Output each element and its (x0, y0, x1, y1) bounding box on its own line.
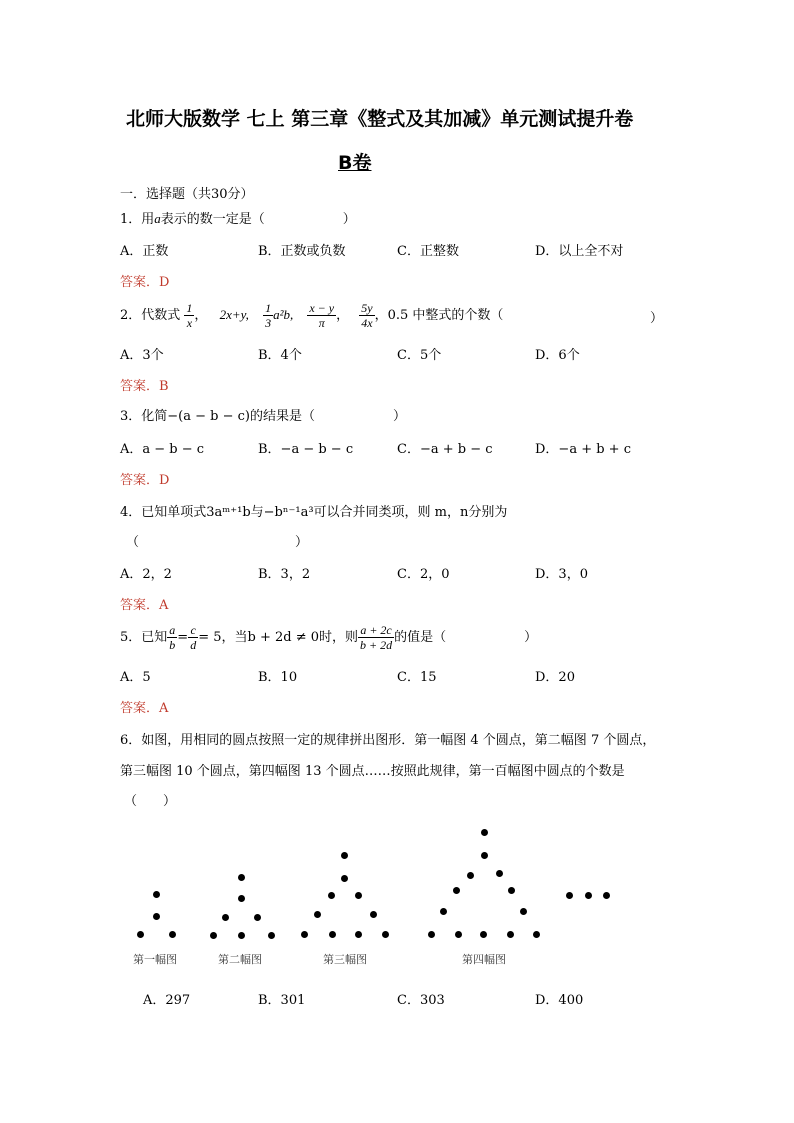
dot (137, 931, 144, 938)
dot (370, 911, 377, 918)
dot (222, 914, 229, 921)
ellipsis-dot (603, 892, 610, 899)
q4-option-d[interactable]: D．3，0 (535, 567, 588, 582)
question-1: 1．用a表示的数一定是（ ） (120, 211, 356, 227)
dot (238, 932, 245, 939)
question-4: 4．已知单项式3aᵐ⁺¹b与−bⁿ⁻¹a³可以合并同类项，则 m，n分别为 (120, 505, 508, 520)
dot (314, 911, 321, 918)
dot (520, 908, 527, 915)
q3-answer: 答案．D (120, 473, 170, 488)
section-heading: 一．选择题（共30分） (120, 187, 254, 202)
q6-option-b[interactable]: B．301 (258, 993, 306, 1008)
q4-option-b[interactable]: B．3，2 (258, 567, 311, 582)
figure-label-2: 第二幅图 (218, 953, 262, 966)
dot (254, 914, 261, 921)
dot (382, 931, 389, 938)
q4-answer: 答案．A (120, 598, 169, 613)
q4-option-c[interactable]: C．2，0 (397, 567, 450, 582)
page-subtitle: B卷 (338, 152, 372, 174)
dot (455, 931, 462, 938)
question-5: 5．已知 $\frac{a}{b}$ = $\frac{c}{d}$ = 5，当b + 2d ≠ 0时，则 $\frac{a + 2c}{b + 2d}$ 的值是（ ） (120, 623, 538, 652)
dot (238, 895, 245, 902)
question-6-line-1: 6．如图，用相同的圆点按照一定的规律拼出图形．第一幅图 4 个圆点，第二幅图 7 个圆点， (120, 733, 656, 748)
dot (481, 829, 488, 836)
dot (508, 887, 515, 894)
question-6-line-3: （ ） (124, 794, 177, 809)
dot (533, 931, 540, 938)
q2-option-b[interactable]: B．4个 (258, 348, 302, 363)
fraction-1-over-x: $\frac{1}{x}$ (186, 301, 193, 330)
q2-answer: 答案．B (120, 379, 169, 394)
question-3: 3．化简−(a − b − c)的结果是（ ） (120, 409, 406, 424)
q4-answer-blank: （ ） (126, 535, 309, 550)
q1-option-a[interactable]: A．正数 (120, 244, 169, 259)
q2-option-a[interactable]: A．3个 (120, 348, 164, 363)
dot (210, 932, 217, 939)
q5-answer: 答案．A (120, 701, 169, 716)
figure-label-4: 第四幅图 (462, 953, 506, 966)
dot (169, 931, 176, 938)
q5-option-a[interactable]: A．5 (120, 670, 151, 685)
q1-option-b[interactable]: B．正数或负数 (258, 244, 346, 259)
q3-option-b[interactable]: B．−a − b − c (258, 442, 354, 457)
fraction-x-minus-y-over-pi: $\frac{x - y}{\pi}$ (309, 301, 335, 330)
q2-option-d[interactable]: D．6个 (535, 348, 580, 363)
dot (238, 874, 245, 881)
q5-option-b[interactable]: B．10 (258, 670, 298, 685)
dot (355, 892, 362, 899)
dot (480, 931, 487, 938)
dot (328, 892, 335, 899)
fraction-5y-over-4x: $\frac{5y}{4x}$ (361, 301, 373, 330)
dot (453, 887, 460, 894)
fraction-a-over-b: $\frac{a}{b}$ (169, 623, 176, 652)
dot (268, 932, 275, 939)
figure-label-1: 第一幅图 (133, 953, 177, 966)
q4-option-a[interactable]: A．2，2 (120, 567, 172, 582)
q1-answer: 答案．D (120, 275, 170, 290)
ellipsis-dot (585, 892, 592, 899)
fraction-a2c-over-b2d: $\frac{a + 2c}{b + 2d}$ (359, 623, 393, 652)
q3-option-a[interactable]: A．a − b − c (120, 442, 205, 457)
q6-option-a[interactable]: A．297 (143, 993, 191, 1008)
q2-close-paren: ） (650, 311, 664, 326)
dot (481, 852, 488, 859)
question-6-line-2: 第三幅图 10 个圆点，第四幅图 13 个圆点……按照此规律，第一百幅图中圆点的个数是 (120, 764, 625, 779)
dot (153, 891, 160, 898)
fraction-c-over-d: $\frac{c}{d}$ (190, 623, 197, 652)
dot (153, 913, 160, 920)
question-2: 2．代数式 $\frac{1}{x}$ ， 2x+y, $\frac{1}{3}$ a²b, $\frac{x - y}{\pi}$ ， $\frac{5y}{4x}$ ，0.5 中整式的个数（ (120, 301, 504, 330)
dot (467, 872, 474, 879)
ellipsis-dot (566, 892, 573, 899)
dot (341, 875, 348, 882)
q3-option-d[interactable]: D．−a + b + c (535, 442, 631, 457)
q1-option-c[interactable]: C．正整数 (397, 244, 459, 259)
dot (440, 908, 447, 915)
dot (341, 852, 348, 859)
q6-option-d[interactable]: D．400 (535, 993, 584, 1008)
q5-option-c[interactable]: C．15 (397, 670, 437, 685)
dot (329, 931, 336, 938)
dot (301, 931, 308, 938)
fraction-1-over-3: $\frac{1}{3}$ (265, 301, 272, 330)
dot (507, 931, 514, 938)
q2-option-c[interactable]: C．5个 (397, 348, 442, 363)
dot (428, 931, 435, 938)
q6-option-c[interactable]: C．303 (397, 993, 445, 1008)
q3-option-c[interactable]: C．−a + b − c (397, 442, 493, 457)
figure-label-3: 第三幅图 (323, 953, 367, 966)
q5-option-d[interactable]: D．20 (535, 670, 575, 685)
dot (496, 870, 503, 877)
page-title: 北师大版数学 七上 第三章《整式及其加减》单元测试提升卷 (126, 108, 634, 130)
q1-option-d[interactable]: D．以上全不对 (535, 244, 624, 259)
dot (355, 931, 362, 938)
